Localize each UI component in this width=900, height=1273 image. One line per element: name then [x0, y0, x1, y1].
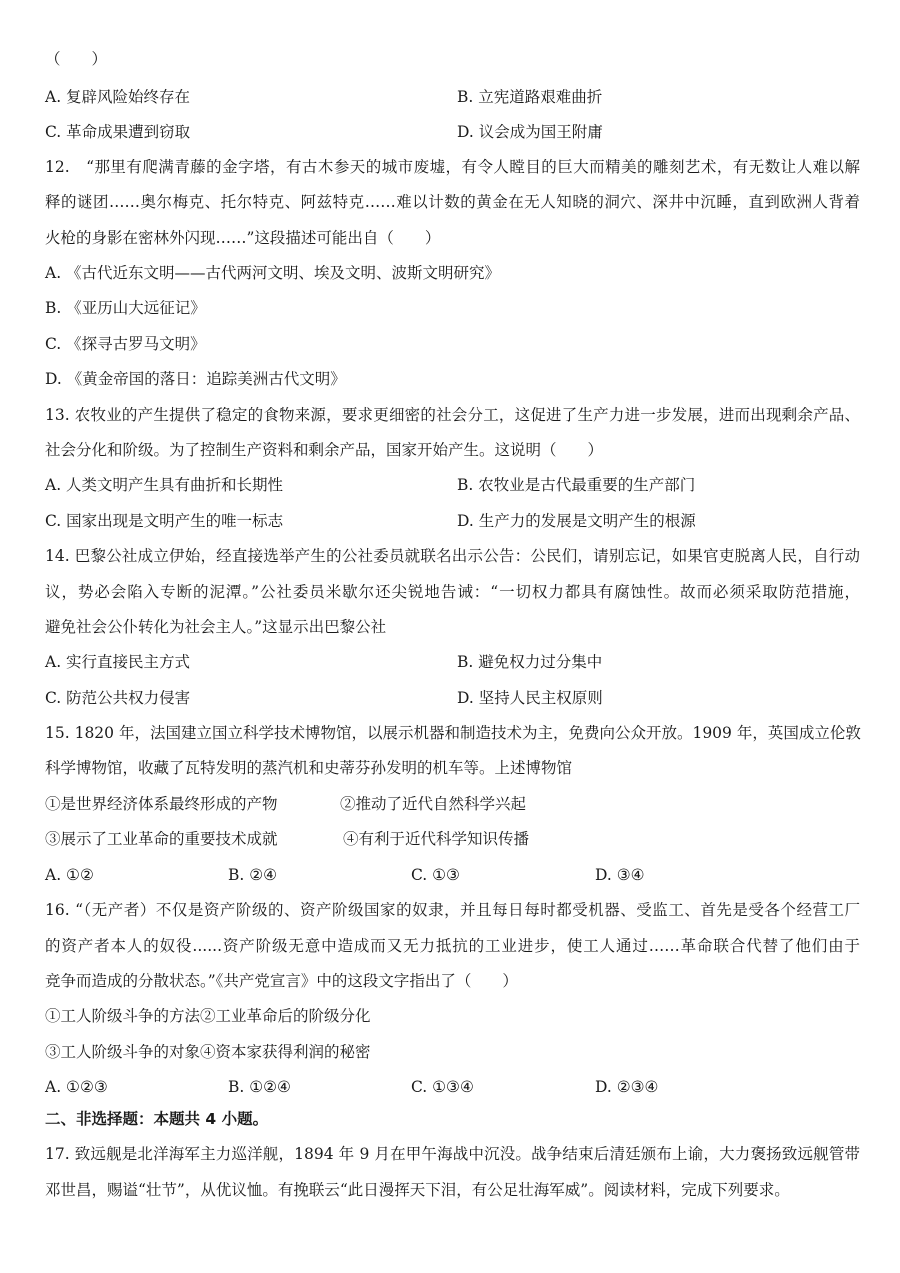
q15-options-row	[45, 864, 860, 886]
q16-option-a[interactable]: A. ①②③	[45, 1078, 108, 1096]
q16-stem-line-1: 16. “（无产者）不仅是资产阶级的、资产阶级国家的奴隶，并且每日每时都受机器、受监工、首先是受各个经营工厂	[45, 901, 860, 919]
q17-stem-line-2: 邓世昌，赐谥“壮节”，从优议恤。有挽联云“此日漫挥天下泪，有公足壮海军威”。阅读材料，完成下列要求。	[45, 1181, 790, 1199]
q15-stem-line-2: 科学博物馆，收藏了瓦特发明的蒸汽机和史蒂芬孙发明的机车等。上述博物馆	[45, 759, 573, 777]
q15-stem-line-1: 15. 1820 年，法国建立国立科学技术博物馆，以展示机器和制造技术为主，免费向公众开放。1909 年，英国成立伦敦	[45, 724, 861, 742]
q16-stem-line-3: 竞争而造成的分散状态。”《共产党宣言》中的这段文字指出了（ ）	[45, 972, 518, 990]
q15-items-row-1	[45, 793, 860, 815]
q14-option-b[interactable]: B. 避免权力过分集中	[457, 653, 603, 671]
q16-option-d[interactable]: D. ②③④	[595, 1078, 659, 1096]
q15-item-3: ③展示了工业革命的重要技术成就	[45, 830, 278, 848]
q11-option-b[interactable]: B. 立宪道路艰难曲折	[457, 88, 603, 106]
q11-option-row-1	[45, 86, 860, 108]
q13-option-b[interactable]: B. 农牧业是古代最重要的生产部门	[457, 476, 696, 494]
q14-option-a[interactable]: A. 实行直接民主方式	[45, 653, 191, 671]
q16-items-row-2: ③工人阶级斗争的对象④资本家获得利润的秘密	[45, 1043, 371, 1061]
section-2-heading: 二、非选择题：本题共 4 小题。	[45, 1110, 269, 1128]
q13-stem-line-2: 社会分化和阶级。为了控制生产资料和剩余产品，国家开始产生。这说明（ ）	[45, 441, 604, 459]
q14-option-d[interactable]: D. 坚持人民主权原则	[457, 689, 603, 707]
q13-option-c[interactable]: C. 国家出现是文明产生的唯一标志	[45, 512, 284, 530]
q13-option-d[interactable]: D. 生产力的发展是文明产生的根源	[457, 512, 696, 530]
q12-stem-line-1: 12. “那里有爬满青藤的金字塔，有古木参天的城市废墟，有令人瞠目的巨大而精美的雕刻艺术，有无数让人难以解	[45, 158, 860, 176]
q11-option-a[interactable]: A. 复辟风险始终存在	[45, 88, 191, 106]
q11-option-row-2	[45, 121, 860, 143]
q16-option-c[interactable]: C. ①③④	[411, 1078, 474, 1096]
q15-item-1: ①是世界经济体系最终形成的产物	[45, 795, 278, 813]
q15-item-2: ②推动了近代自然科学兴起	[340, 795, 527, 813]
q15-item-4: ④有利于近代科学知识传播	[343, 830, 530, 848]
q14-stem-line-3: 避免社会公仆转化为社会主人。”这显示出巴黎公社	[45, 618, 387, 636]
q14-option-c[interactable]: C. 防范公共权力侵害	[45, 689, 191, 707]
q14-option-row-2	[45, 687, 860, 709]
q12-option-a[interactable]: A. 《古代近东文明——古代两河文明、埃及文明、波斯文明研究》	[45, 264, 501, 282]
q16-stem-line-2: 的资产者本人的奴役......资产阶级无意中造成而又无力抵抗的工业进步，使工人通过……革命联合代替了他们由于	[45, 937, 860, 955]
q13-option-row-2	[45, 510, 860, 532]
q16-items-row-1: ①工人阶级斗争的方法②工业革命后的阶级分化	[45, 1007, 371, 1025]
q12-option-d[interactable]: D. 《黄金帝国的落日：追踪美洲古代文明》	[45, 370, 346, 388]
q13-stem-line-1: 13. 农牧业的产生提供了稳定的食物来源，要求更细密的社会分工，这促进了生产力进一步发展，进而出现剩余产品、	[45, 406, 860, 424]
q15-items-row-2	[45, 828, 860, 850]
q16-options-row	[45, 1076, 860, 1098]
q12-stem-line-2: 释的谜团……奥尔梅克、托尔特克、阿兹特克……难以计数的黄金在无人知晓的洞穴、深井中沉睡，直到欧洲人背着	[45, 193, 860, 211]
q11-option-d[interactable]: D. 议会成为国王附庸	[457, 123, 603, 141]
q12-stem-line-3: 火枪的身影在密林外闪现……”这段描述可能出自（ ）	[45, 229, 441, 247]
q17-stem-line-1: 17. 致远舰是北洋海军主力巡洋舰，1894 年 9 月在甲午海战中沉没。战争结束后清廷颁布上谕，大力褒扬致远舰管带	[45, 1145, 860, 1163]
q14-stem-line-1: 14. 巴黎公社成立伊始，经直接选举产生的公社委员就联名出示公告：公民们，请别忘记，如果官吏脱离人民，自行动	[45, 547, 860, 565]
q11-answer-paren: （ ）	[45, 50, 108, 68]
q11-option-c[interactable]: C. 革命成果遭到窃取	[45, 123, 191, 141]
q12-option-b[interactable]: B. 《亚历山大远征记》	[45, 299, 206, 317]
q16-option-b[interactable]: B. ①②④	[228, 1078, 291, 1096]
q14-stem-line-2: 议，势必会陷入专断的泥潭。”公社委员米歇尔还尖锐地告诫：“一切权力都具有腐蚀性。故而必须采取防范措施，	[45, 583, 860, 601]
q13-option-row-1	[45, 474, 860, 496]
q14-option-row-1	[45, 651, 860, 673]
q15-option-b[interactable]: B. ②④	[228, 866, 278, 884]
q12-option-c[interactable]: C. 《探寻古罗马文明》	[45, 335, 206, 353]
q15-option-c[interactable]: C. ①③	[411, 866, 460, 884]
q13-option-a[interactable]: A. 人类文明产生具有曲折和长期性	[45, 476, 284, 494]
q15-option-a[interactable]: A. ①②	[45, 866, 94, 884]
q15-option-d[interactable]: D. ③④	[595, 866, 645, 884]
